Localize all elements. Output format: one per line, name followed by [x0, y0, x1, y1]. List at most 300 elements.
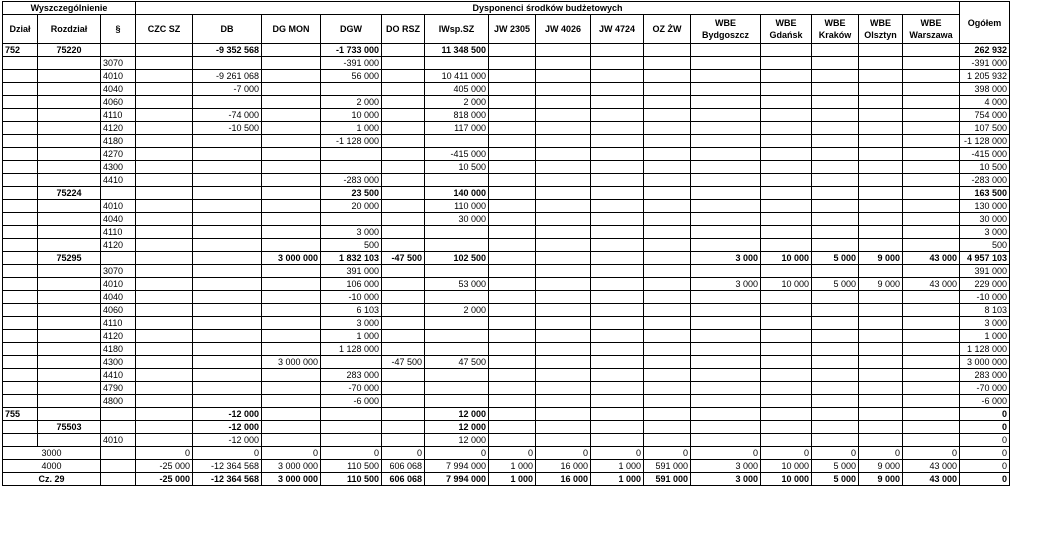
cell-dzial — [3, 421, 38, 434]
cell-value — [761, 317, 812, 330]
cell-total: 3 000 000 — [960, 356, 1010, 369]
cell-dzial — [3, 317, 38, 330]
cell-value — [761, 434, 812, 447]
cell-value — [489, 434, 536, 447]
cell-value — [136, 96, 193, 109]
cell-value — [136, 44, 193, 57]
cell-dzial — [3, 291, 38, 304]
cell-value: 818 000 — [425, 109, 489, 122]
cell-value — [136, 343, 193, 356]
cell-value — [489, 174, 536, 187]
cell-value — [644, 200, 691, 213]
cell-value — [761, 70, 812, 83]
cell-value — [136, 291, 193, 304]
cell-value — [903, 70, 960, 83]
cell-value — [859, 135, 903, 148]
cell-value — [136, 330, 193, 343]
cell-value: 3 000 000 — [262, 473, 321, 486]
cell-value: 0 — [859, 447, 903, 460]
cell-value — [193, 356, 262, 369]
cell-value — [691, 434, 761, 447]
cell-value: 1 000 — [321, 122, 382, 135]
cell-value: 3 000 — [321, 226, 382, 239]
cell-value — [903, 83, 960, 96]
cell-total: 500 — [960, 239, 1010, 252]
cell-value — [812, 187, 859, 200]
cell-value: 16 000 — [536, 473, 591, 486]
cell-total: 229 000 — [960, 278, 1010, 291]
cell-value — [859, 343, 903, 356]
cell-value — [425, 330, 489, 343]
cell-value — [591, 57, 644, 70]
cell-value — [644, 122, 691, 135]
table-row — [3, 330, 1010, 343]
cell-paragraph: 4180 — [101, 343, 136, 356]
cell-value — [691, 122, 761, 135]
cell-total: 262 932 — [960, 44, 1010, 57]
cell-value — [761, 83, 812, 96]
cell-value — [262, 109, 321, 122]
cell-value — [262, 408, 321, 421]
cell-rozdzial — [38, 83, 101, 96]
cell-value: 10 000 — [321, 109, 382, 122]
cell-summary-label: Cz. 29 — [3, 473, 101, 486]
cell-value — [382, 278, 425, 291]
cell-value — [761, 304, 812, 317]
cell-value — [691, 239, 761, 252]
table-row-section — [3, 187, 1010, 200]
cell-value — [903, 395, 960, 408]
cell-value — [536, 265, 591, 278]
cell-value: 10 411 000 — [425, 70, 489, 83]
cell-value — [644, 369, 691, 382]
cell-value: 5 000 — [812, 460, 859, 473]
cell-value — [761, 226, 812, 239]
cell-value — [382, 135, 425, 148]
cell-value — [591, 421, 644, 434]
cell-value — [903, 382, 960, 395]
cell-value — [536, 174, 591, 187]
cell-paragraph: 4010 — [101, 434, 136, 447]
cell-value — [903, 122, 960, 135]
budget-sheet — [2, 1, 1010, 486]
cell-value — [382, 83, 425, 96]
cell-value — [382, 213, 425, 226]
cell-value — [489, 83, 536, 96]
table-row — [3, 226, 1010, 239]
header-wbe-city: Kraków — [818, 30, 852, 40]
cell-value: -12 000 — [193, 421, 262, 434]
cell-value — [382, 317, 425, 330]
cell-value — [761, 265, 812, 278]
header-wbe-prefix: WBE — [870, 18, 891, 28]
cell-value — [262, 70, 321, 83]
cell-value — [859, 265, 903, 278]
cell-value — [536, 187, 591, 200]
cell-value — [591, 174, 644, 187]
cell-value — [644, 265, 691, 278]
header-wbe-prefix: WBE — [775, 18, 797, 28]
cell-value — [903, 200, 960, 213]
cell-paragraph: 4110 — [101, 109, 136, 122]
cell-value: 10 000 — [761, 278, 812, 291]
header-wbe-city: Olsztyn — [864, 30, 897, 40]
cell-value — [136, 408, 193, 421]
cell-value — [193, 135, 262, 148]
cell-value — [262, 96, 321, 109]
cell-value — [262, 304, 321, 317]
cell-value — [193, 187, 262, 200]
header-paragraph: § — [101, 15, 136, 44]
cell-value — [761, 356, 812, 369]
header-wbe-prefix: WBE — [715, 18, 736, 28]
cell-value — [812, 57, 859, 70]
cell-paragraph — [101, 408, 136, 421]
cell-value — [903, 187, 960, 200]
cell-value — [691, 408, 761, 421]
cell-value: 405 000 — [425, 83, 489, 96]
cell-value — [489, 135, 536, 148]
cell-rozdzial — [38, 213, 101, 226]
cell-value: 0 — [691, 447, 761, 460]
cell-value — [903, 44, 960, 57]
cell-dzial — [3, 343, 38, 356]
cell-value — [591, 187, 644, 200]
cell-value — [262, 434, 321, 447]
cell-value — [136, 200, 193, 213]
cell-dzial — [3, 135, 38, 148]
cell-value: 0 — [536, 447, 591, 460]
cell-value — [489, 161, 536, 174]
cell-value — [903, 174, 960, 187]
cell-value — [761, 148, 812, 161]
cell-value — [859, 96, 903, 109]
cell-total: -10 000 — [960, 291, 1010, 304]
cell-total: 4 000 — [960, 96, 1010, 109]
table-row — [3, 161, 1010, 174]
table-row — [3, 382, 1010, 395]
cell-paragraph: 4800 — [101, 395, 136, 408]
cell-dzial — [3, 304, 38, 317]
cell-total: 754 000 — [960, 109, 1010, 122]
header-unit: JW 4724 — [591, 15, 644, 44]
cell-value — [903, 317, 960, 330]
cell-paragraph: 4060 — [101, 96, 136, 109]
cell-value — [591, 369, 644, 382]
cell-paragraph: 3070 — [101, 265, 136, 278]
cell-rozdzial — [38, 265, 101, 278]
cell-value — [193, 252, 262, 265]
header-wbe — [691, 15, 761, 44]
cell-value — [644, 252, 691, 265]
cell-value: 3 000 000 — [262, 356, 321, 369]
cell-value — [193, 174, 262, 187]
cell-value — [859, 187, 903, 200]
cell-value — [644, 83, 691, 96]
cell-value — [812, 395, 859, 408]
cell-value — [489, 96, 536, 109]
cell-value: -25 000 — [136, 473, 193, 486]
cell-value: -12 000 — [193, 434, 262, 447]
cell-value — [591, 317, 644, 330]
cell-value — [136, 174, 193, 187]
cell-value — [761, 174, 812, 187]
cell-value — [536, 44, 591, 57]
cell-value — [644, 44, 691, 57]
cell-value — [812, 291, 859, 304]
cell-value — [136, 57, 193, 70]
cell-value: 0 — [425, 447, 489, 460]
table-row — [3, 135, 1010, 148]
cell-value — [136, 148, 193, 161]
cell-paragraph: 4110 — [101, 317, 136, 330]
cell-total: 1 128 000 — [960, 343, 1010, 356]
cell-value — [591, 278, 644, 291]
cell-value — [489, 44, 536, 57]
cell-value — [903, 109, 960, 122]
cell-value — [761, 382, 812, 395]
cell-value — [262, 265, 321, 278]
cell-value — [761, 44, 812, 57]
cell-value — [859, 200, 903, 213]
cell-value — [536, 252, 591, 265]
cell-value: 140 000 — [425, 187, 489, 200]
cell-value — [489, 109, 536, 122]
cell-value: 3 000 — [321, 317, 382, 330]
cell-value — [859, 239, 903, 252]
cell-value — [903, 421, 960, 434]
cell-total: 4 957 103 — [960, 252, 1010, 265]
cell-value — [321, 83, 382, 96]
cell-value — [644, 226, 691, 239]
cell-value — [591, 109, 644, 122]
cell-value — [262, 395, 321, 408]
cell-value — [262, 57, 321, 70]
cell-value — [193, 148, 262, 161]
cell-value — [591, 382, 644, 395]
cell-rozdzial — [38, 70, 101, 83]
cell-value: 0 — [591, 447, 644, 460]
cell-dzial: 755 — [3, 408, 38, 421]
cell-rozdzial — [38, 226, 101, 239]
cell-value: 0 — [489, 447, 536, 460]
cell-value — [644, 148, 691, 161]
cell-value — [812, 330, 859, 343]
cell-dzial — [3, 57, 38, 70]
cell-value — [691, 70, 761, 83]
cell-summary-label: 3000 — [3, 447, 101, 460]
cell-value — [591, 135, 644, 148]
cell-dzial — [3, 122, 38, 135]
cell-value — [691, 83, 761, 96]
cell-value — [193, 304, 262, 317]
cell-value: 3 000 — [691, 473, 761, 486]
cell-value — [591, 330, 644, 343]
cell-value — [425, 395, 489, 408]
cell-value: -415 000 — [425, 148, 489, 161]
table-row — [3, 317, 1010, 330]
cell-value: 5 000 — [812, 252, 859, 265]
cell-value — [536, 291, 591, 304]
cell-rozdzial: 75220 — [38, 44, 101, 57]
cell-value — [591, 148, 644, 161]
cell-value — [262, 135, 321, 148]
cell-value — [644, 278, 691, 291]
cell-total: 0 — [960, 421, 1010, 434]
cell-value: -47 500 — [382, 356, 425, 369]
cell-rozdzial — [38, 291, 101, 304]
cell-value — [644, 135, 691, 148]
cell-value — [321, 148, 382, 161]
cell-value — [262, 161, 321, 174]
cell-value — [812, 213, 859, 226]
cell-value — [812, 96, 859, 109]
cell-value — [136, 239, 193, 252]
cell-value: 0 — [321, 447, 382, 460]
cell-value — [812, 122, 859, 135]
cell-total: -70 000 — [960, 382, 1010, 395]
budget-table — [2, 1, 1010, 486]
cell-value: 117 000 — [425, 122, 489, 135]
cell-paragraph: 4060 — [101, 304, 136, 317]
cell-value — [536, 317, 591, 330]
cell-rozdzial — [38, 57, 101, 70]
cell-rozdzial — [38, 122, 101, 135]
cell-value — [425, 265, 489, 278]
cell-value — [489, 330, 536, 343]
cell-value — [761, 291, 812, 304]
cell-value — [136, 369, 193, 382]
cell-value: 3 000 — [691, 278, 761, 291]
cell-value — [644, 57, 691, 70]
cell-rozdzial — [38, 135, 101, 148]
cell-value — [691, 109, 761, 122]
cell-value — [489, 304, 536, 317]
cell-value — [761, 161, 812, 174]
cell-value — [691, 369, 761, 382]
cell-value: 2 000 — [321, 96, 382, 109]
cell-value: 0 — [193, 447, 262, 460]
cell-paragraph: 4180 — [101, 135, 136, 148]
cell-value — [536, 330, 591, 343]
cell-value: 2 000 — [425, 304, 489, 317]
cell-value: 9 000 — [859, 252, 903, 265]
cell-value — [425, 57, 489, 70]
cell-value: -283 000 — [321, 174, 382, 187]
cell-value — [536, 161, 591, 174]
cell-value: 6 103 — [321, 304, 382, 317]
table-row — [3, 369, 1010, 382]
cell-value: -9 261 068 — [193, 70, 262, 83]
cell-value — [489, 382, 536, 395]
cell-paragraph: 4110 — [101, 226, 136, 239]
cell-value — [691, 317, 761, 330]
cell-value — [262, 382, 321, 395]
cell-value: 1 000 — [591, 473, 644, 486]
cell-paragraph: 4300 — [101, 356, 136, 369]
cell-value — [691, 421, 761, 434]
cell-value — [489, 291, 536, 304]
cell-value — [859, 408, 903, 421]
cell-value — [644, 174, 691, 187]
cell-value — [859, 369, 903, 382]
cell-value — [761, 122, 812, 135]
cell-value — [812, 343, 859, 356]
cell-total: 283 000 — [960, 369, 1010, 382]
cell-dzial — [3, 434, 38, 447]
cell-value — [262, 278, 321, 291]
cell-value: 3 000 000 — [262, 252, 321, 265]
cell-value — [425, 135, 489, 148]
cell-value — [262, 174, 321, 187]
cell-value — [489, 395, 536, 408]
cell-total: 0 — [960, 473, 1010, 486]
cell-value — [536, 343, 591, 356]
cell-value — [193, 200, 262, 213]
cell-value — [691, 135, 761, 148]
table-row — [3, 174, 1010, 187]
cell-value — [903, 304, 960, 317]
cell-value: 110 500 — [321, 473, 382, 486]
table-row — [3, 148, 1010, 161]
table-row — [3, 213, 1010, 226]
cell-value — [591, 122, 644, 135]
cell-value — [644, 434, 691, 447]
header-wbe-city: Warszawa — [909, 30, 953, 40]
cell-value — [136, 161, 193, 174]
cell-total: 163 500 — [960, 187, 1010, 200]
cell-rozdzial — [38, 434, 101, 447]
table-row — [3, 96, 1010, 109]
cell-value — [262, 369, 321, 382]
cell-value — [193, 343, 262, 356]
cell-total: 130 000 — [960, 200, 1010, 213]
cell-value — [136, 304, 193, 317]
cell-value — [382, 434, 425, 447]
cell-value — [812, 317, 859, 330]
cell-value: 1 128 000 — [321, 343, 382, 356]
cell-value — [536, 408, 591, 421]
cell-dzial — [3, 161, 38, 174]
cell-value — [489, 278, 536, 291]
cell-value — [903, 213, 960, 226]
cell-value — [382, 343, 425, 356]
cell-paragraph — [101, 421, 136, 434]
cell-value — [489, 408, 536, 421]
cell-value: 0 — [262, 447, 321, 460]
cell-value: 591 000 — [644, 473, 691, 486]
cell-value — [382, 330, 425, 343]
cell-value — [591, 265, 644, 278]
header-unit: DB — [193, 15, 262, 44]
cell-value — [489, 200, 536, 213]
header-wbe-city: Bydgoszcz — [701, 30, 749, 40]
table-row — [3, 278, 1010, 291]
cell-rozdzial — [38, 317, 101, 330]
cell-value — [644, 382, 691, 395]
cell-value — [262, 343, 321, 356]
cell-value — [536, 83, 591, 96]
cell-value: 1 000 — [591, 460, 644, 473]
cell-value — [136, 83, 193, 96]
cell-value — [859, 382, 903, 395]
table-row — [3, 200, 1010, 213]
header-wbe-prefix: WBE — [920, 18, 942, 28]
cell-rozdzial — [38, 304, 101, 317]
cell-value — [193, 265, 262, 278]
cell-rozdzial: 75224 — [38, 187, 101, 200]
cell-value: 10 000 — [761, 460, 812, 473]
